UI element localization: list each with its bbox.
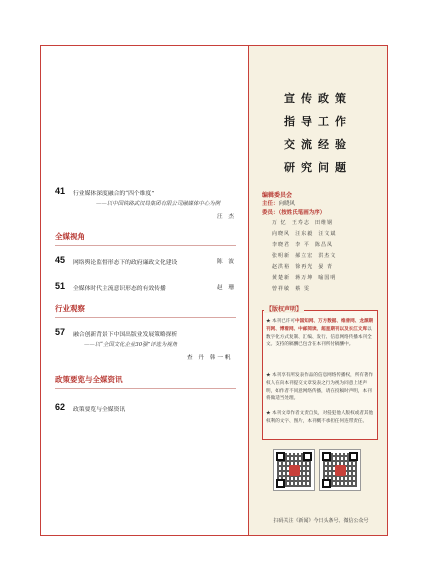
member-row-3: 李晓君 李 平 陈昌凤 <box>272 242 334 248</box>
chair-label: 主任： <box>262 201 279 207</box>
member-row-1: 万 忆 王寿志 田维钢 <box>272 220 334 226</box>
toc-author-41: 汪 杰 <box>217 214 236 220</box>
toc-title-51[interactable]: 全媒体时代主流意识形态的有效传播 <box>73 286 166 292</box>
editorial-title: 编辑委员会 <box>262 192 293 199</box>
motto-line-4: 研究问题 <box>284 161 352 174</box>
editorial-members-heading <box>262 208 325 216</box>
section-title-hangye: 行业观察 <box>55 304 85 313</box>
copyright-paragraph-1: ★ 本刊已许可中国知网、万方数据、维普网、龙源期刊网、博看网、中邮阅读、超星期刊以及长江文库以数字化方式复制、汇编、发行、信息网络传播本刊全文。支持的稿酬已包含在本刊所付稿酬中。 <box>266 319 374 348</box>
copyright-paragraph-3: ★ 本刊文章作者文责自负，对侵犯他人版权或者其他权利的文字、图片，本刊概不承担任何连带责任。 <box>266 411 374 424</box>
toc-page-62: 62 <box>55 402 66 412</box>
section-title-quanmei: 全媒视角 <box>55 232 85 241</box>
toc-page-51: 51 <box>55 281 66 291</box>
toc-title-57[interactable]: 融合创新背景下中国出版业发展策略探析 <box>73 332 178 338</box>
members-note: （按姓氏笔画为序） <box>278 210 326 216</box>
toc-title-62[interactable]: 政策要览与全媒资讯 <box>73 407 126 413</box>
member-row-6: 黄楚新 蒋万坤 喻国明 <box>272 275 337 281</box>
qr-logo-icon <box>289 465 300 476</box>
motto-line-1: 宣传政策 <box>284 92 352 105</box>
member-row-4: 张明新 郝立宏 洪杰文 <box>272 253 337 259</box>
toc-page-57: 57 <box>55 327 66 337</box>
panel-divider <box>248 46 249 535</box>
motto-line-2: 指导工作 <box>284 115 352 128</box>
section-divider <box>55 388 236 389</box>
toc-title-45[interactable]: 网络舆论监督形态下的政府廉政文化建设 <box>73 260 178 266</box>
toc-page-45: 45 <box>55 255 66 265</box>
motto-line-3: 交流经验 <box>284 138 352 151</box>
members-label: 委员： <box>262 210 279 216</box>
member-row-5: 赵洪裕 徐再光 晏 青 <box>272 264 334 270</box>
chair-name: 向晓风 <box>278 201 296 207</box>
qr-code-toutiao <box>273 449 315 491</box>
toc-author-57: 查 丹 韩一帆 <box>187 355 233 361</box>
member-row-2: 向晓风 汪东毅 汪文斌 <box>272 231 337 237</box>
member-row-7: 曾祥敏 蔡 雯 <box>272 286 310 292</box>
section-title-zhengce: 政策要览与全媒资讯 <box>55 375 123 384</box>
toc-subtitle-57: ——以“全国文化企业30强”评选为视角 <box>84 342 178 348</box>
qr-code-wechat <box>319 449 361 491</box>
toc-author-51: 赵 珊 <box>217 285 236 291</box>
toc-page-41: 41 <box>55 186 66 196</box>
copyright-paragraph-2: ★ 本刊享有所发表作品的信息网络传播权，所有著作权人在向本刊提交文章发表之行为视为同意上述声明，如作者不同意网络传播，请在投稿时声明，本刊将做适当处理。 <box>266 373 374 402</box>
qr-caption: 扫码关注《新闻》今日头条号、微信公众号 <box>273 518 369 524</box>
qr-logo-icon <box>335 465 346 476</box>
toc-subtitle-41: ——以中国铁路武汉局集团有限公司融媒体中心为例 <box>96 201 220 207</box>
toc-title-41[interactable]: 行业媒体深度融合的“四个维度” <box>73 191 155 197</box>
section-divider <box>55 317 236 318</box>
copyright-title: 【版权声明】 <box>266 306 303 313</box>
editorial-chair <box>262 199 295 207</box>
toc-author-45: 陈 波 <box>217 259 236 265</box>
section-divider <box>55 245 236 246</box>
